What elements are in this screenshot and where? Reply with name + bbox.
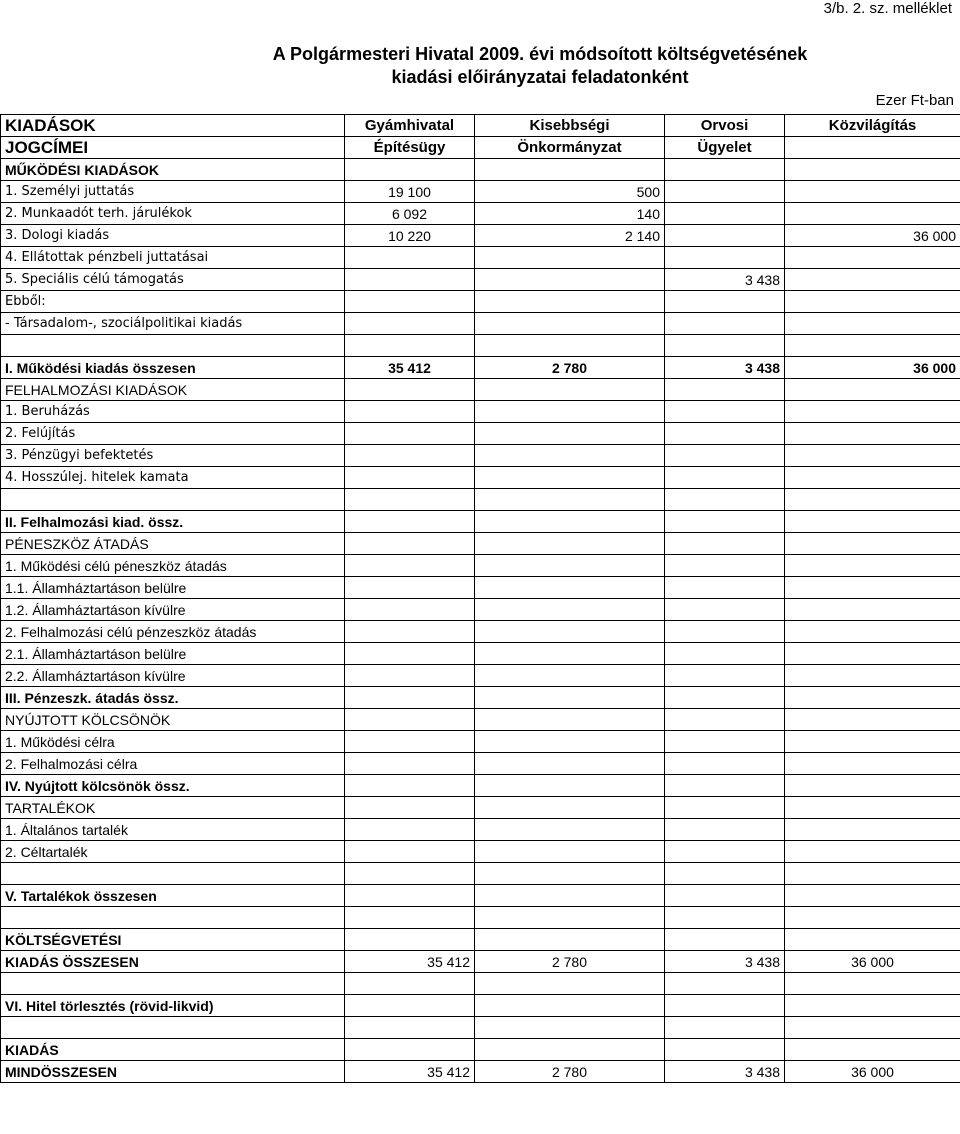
header-col2: Kisebbségi — [475, 115, 665, 137]
section-header: MŰKÖDÉSI KIADÁSOK — [1, 159, 960, 181]
blank-row — [1, 1017, 960, 1039]
header-col3: Ügyelet — [665, 137, 785, 159]
header-col1: Gyámhivatal — [345, 115, 475, 137]
document-title: A Polgármesteri Hivatal 2009. évi módsoított költségvetésének — [272, 44, 808, 64]
table-row: 4. Ellátottak pénzbeli juttatásai — [1, 247, 960, 269]
grand-total-row: KÖLTSÉGVETÉSI — [1, 929, 960, 951]
table-row: 2. Felújítás — [1, 423, 960, 445]
header-col4 — [785, 137, 960, 159]
header-row-2 — [1, 137, 960, 159]
table-row: 5. Speciális célú támogatás 3 438 — [1, 269, 960, 291]
budget-table — [0, 114, 960, 1083]
table-row: 1. Beruházás — [1, 401, 960, 423]
table-row: 1. Személyi juttatás 19 100 500 — [1, 181, 960, 203]
blank-row — [1, 863, 960, 885]
subtotal-row: I. Működési kiadás összesen 35 412 2 780 3 438 36 000 — [1, 357, 960, 379]
blank-row — [1, 335, 960, 357]
section-header: PÉNESZKÖZ ÁTADÁS — [1, 533, 960, 555]
subtotal-row: IV. Nyújtott kölcsönök össz. — [1, 775, 960, 797]
document-subtitle: kiadási előirányzatai feladatonként — [391, 67, 689, 87]
subtotal-row: III. Pénzeszk. átadás össz. — [1, 687, 960, 709]
section-header: FELHALMOZÁSI KIADÁSOK — [1, 379, 960, 401]
grand-total-row: KIADÁS ÖSSZESEN 35 412 2 780 3 438 36 000 — [1, 951, 960, 973]
header-row-1 — [1, 115, 960, 137]
subtotal-row: V. Tartalékok összesen — [1, 885, 960, 907]
table-row: 1. Működési célú péneszköz átadás — [1, 555, 960, 577]
table-row: Ebből: — [1, 291, 960, 313]
header-col3: Orvosi — [665, 115, 785, 137]
table-row: 2. Munkaadót terh. járulékok 6 092 140 — [1, 203, 960, 225]
unit-label: Ezer Ft-ban — [875, 92, 954, 109]
subtotal-row: II. Felhalmozási kiad. össz. — [1, 511, 960, 533]
table-row: 2. Céltartalék — [1, 841, 960, 863]
header-label: KIADÁSOK — [1, 115, 345, 137]
grand-total-row: KIADÁS — [1, 1039, 960, 1061]
table-row: 4. Hosszúlej. hitelek kamata — [1, 467, 960, 489]
table-row: 2.2. Államháztartáson kívülre — [1, 665, 960, 687]
table-row: 2. Felhalmozási célú pénzeszköz átadás — [1, 621, 960, 643]
table-row: 2.1. Államháztartáson belülre — [1, 643, 960, 665]
header-col2: Önkormányzat — [475, 137, 665, 159]
table-row: 2. Felhalmozási célra — [1, 753, 960, 775]
table-row: 3. Dologi kiadás 10 220 2 140 36 000 — [1, 225, 960, 247]
header-col1: Építésügy — [345, 137, 475, 159]
blank-row — [1, 907, 960, 929]
table-row: 1. Működési célra — [1, 731, 960, 753]
blank-row — [1, 973, 960, 995]
section-header: NYÚJTOTT KÖLCSÖNÖK — [1, 709, 960, 731]
table-row: 1.2. Államháztartáson kívülre — [1, 599, 960, 621]
table-row: 1.1. Államháztartáson belülre — [1, 577, 960, 599]
header-col4: Közvilágítás — [785, 115, 960, 137]
blank-row — [1, 489, 960, 511]
table-row: 1. Általános tartalék — [1, 819, 960, 841]
table-row: 3. Pénzügyi befektetés — [1, 445, 960, 467]
annex-label: 3/b. 2. sz. melléklet — [823, 0, 952, 17]
grand-total-row: MINDÖSSZESEN 35 412 2 780 3 438 36 000 — [1, 1061, 960, 1083]
section-header: TARTALÉKOK — [1, 797, 960, 819]
subtotal-row: VI. Hitel törlesztés (rövid-likvid) — [1, 995, 960, 1017]
table-row: - Társadalom-, szociálpolitikai kiadás — [1, 313, 960, 335]
header-label: JOGCÍMEI — [1, 137, 345, 159]
